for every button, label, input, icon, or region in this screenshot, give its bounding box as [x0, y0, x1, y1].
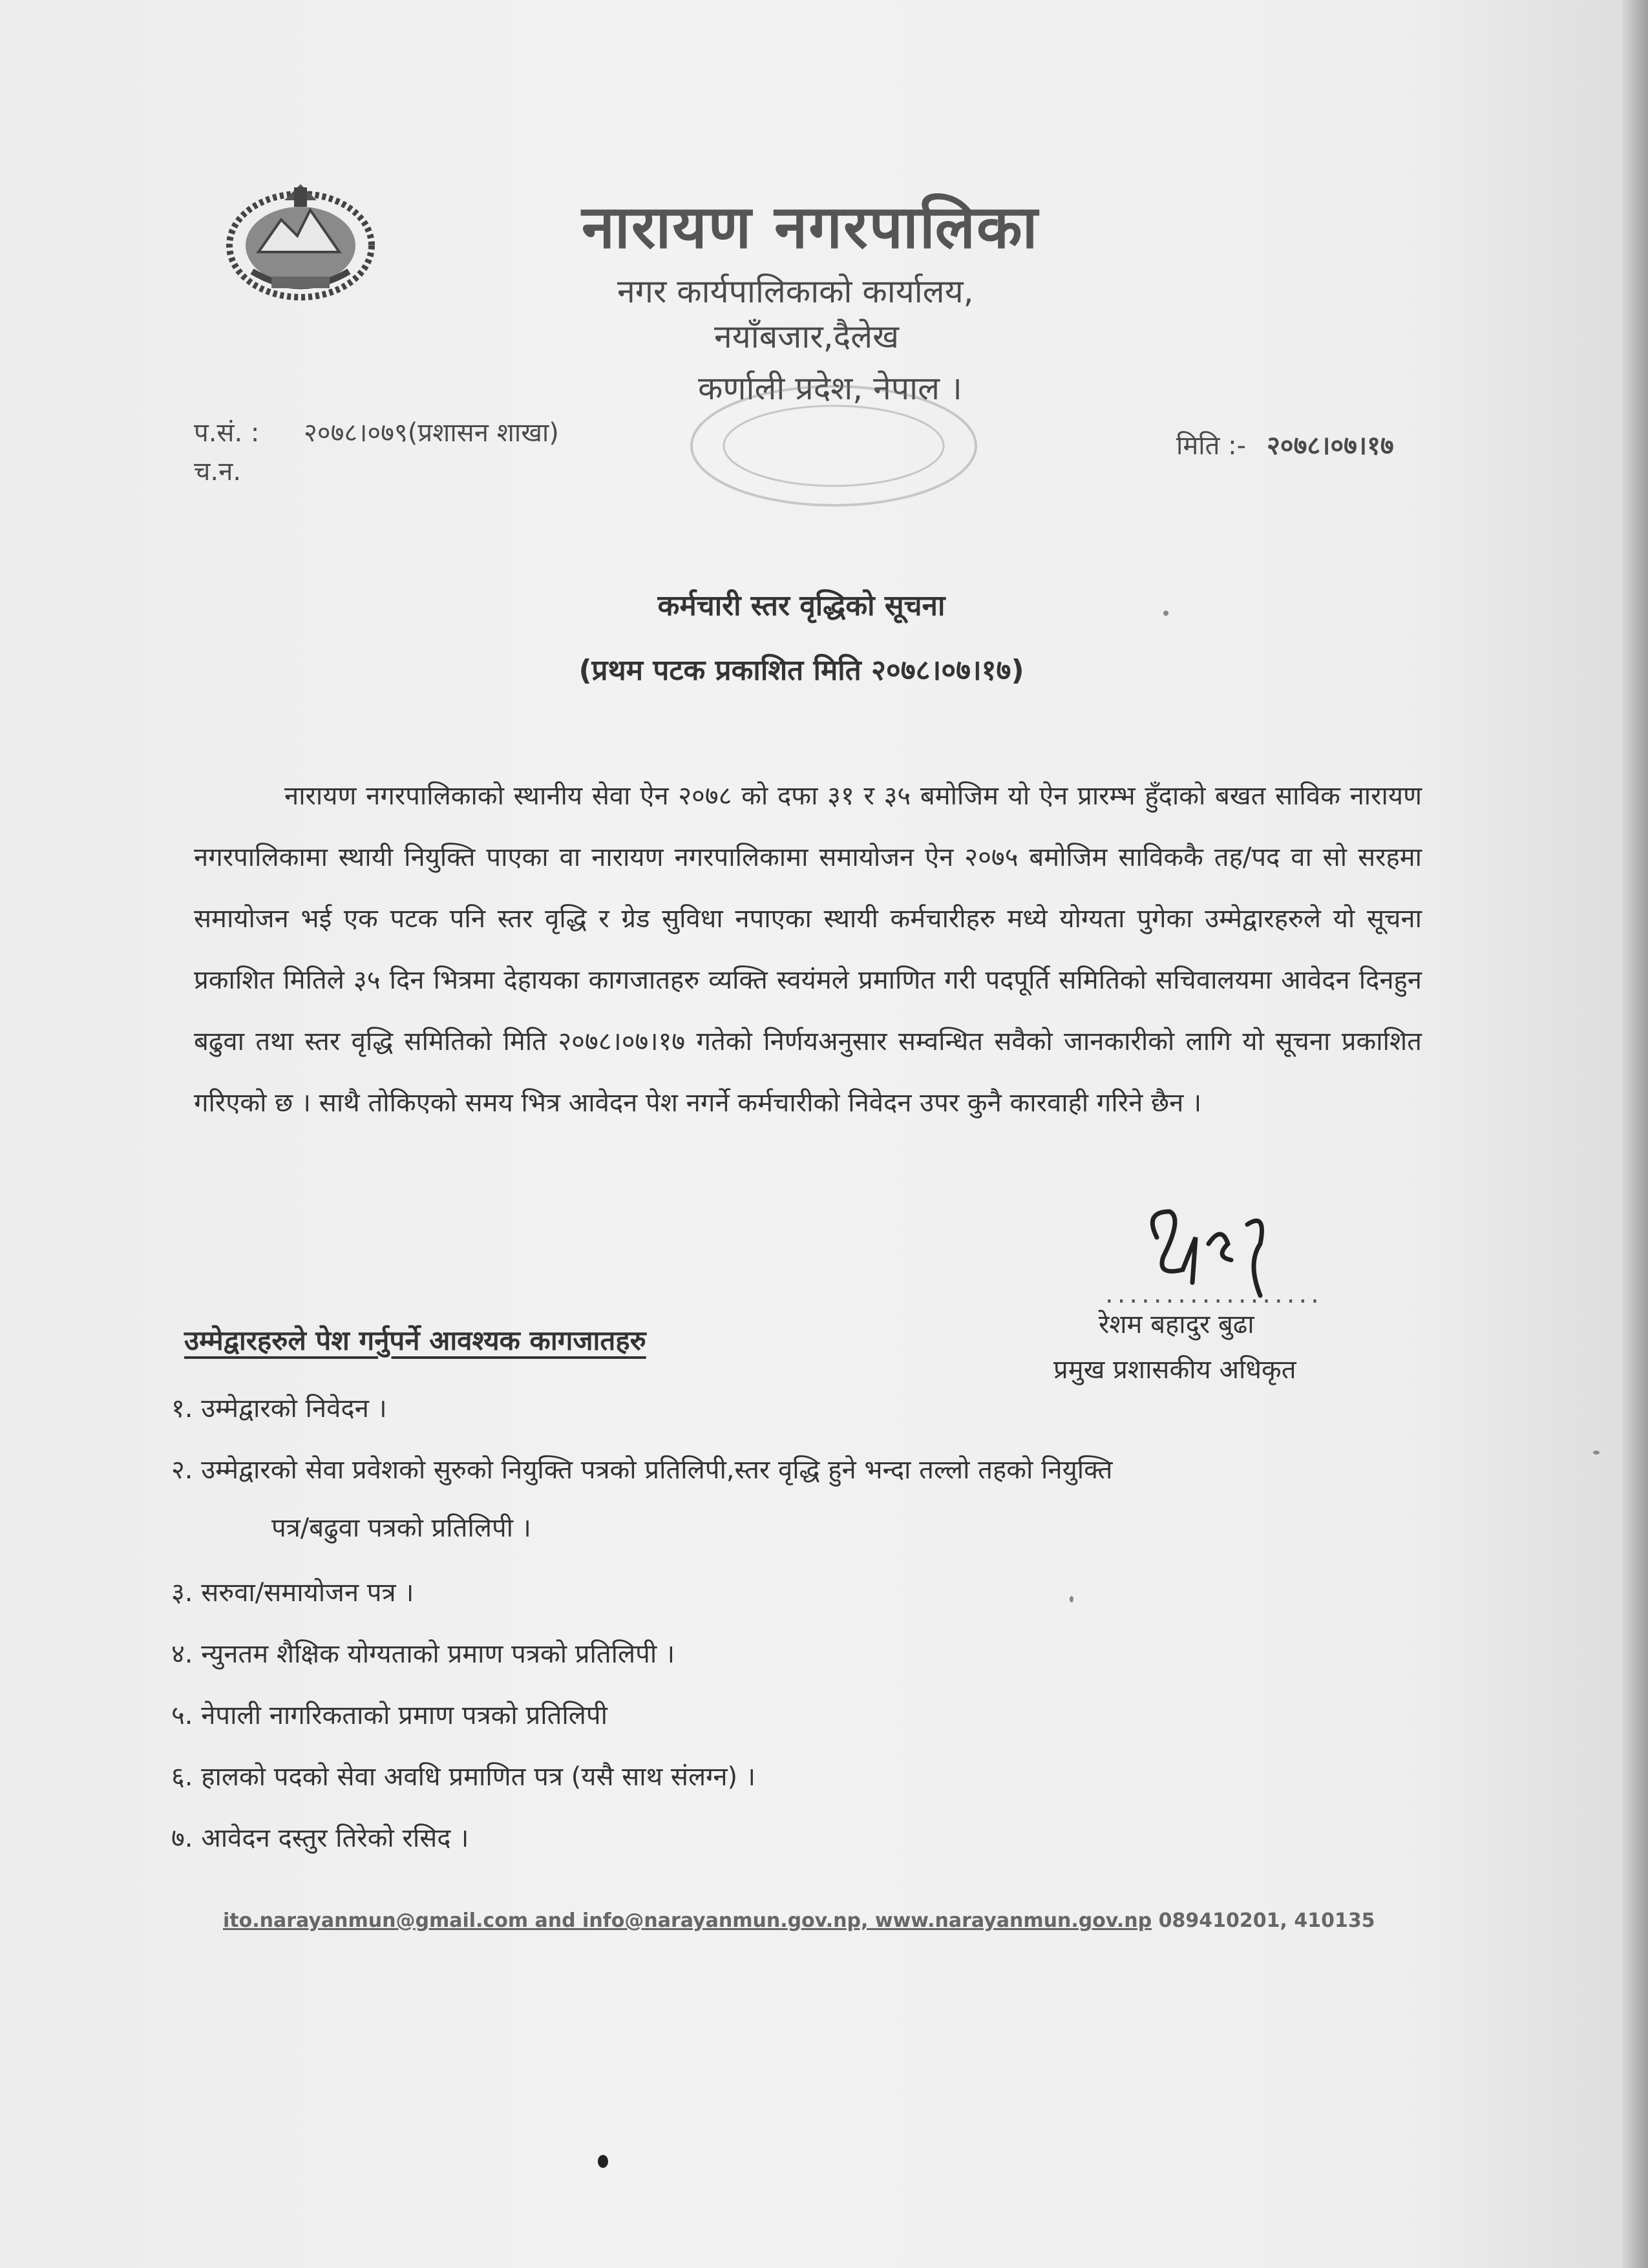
notice-subtitle: (प्रथम पटक प्रकाशित मिति २०७८।०७।१७) — [578, 654, 1024, 687]
scan-edge — [1622, 0, 1648, 2268]
notice-body: नारायण नगरपालिकाको स्थानीय सेवा ऐन २०७८ को दफा ३१ र ३५ बमोजिम यो ऐन प्रारम्भ हुँदाको बखत साविक नारायण नगरपालिकामा स्थायी नियुक्ति पाएका वा नारायण नगरपालिकामा समायोजन ऐन २०७५ बमोजिम साविककै तह/पद वा सो सरहमा समायोजन भई एक पटक पनि स्तर वृद्धि र ग्रेड सुविधा नपाएका स्थायी कर्मचारीहरु मध्ये योग्यता पुगेका उम्मेद्वारहरुले यो सूचना प्रकाशित मितिले ३५ दिन भित्रमा देहायका कागजातहरु व्यक्ति स्वयंमले प्रमाणित गरी पदपूर्ति समितिको सचिवालयमा आवेदन दिनहुन बढुवा तथा स्तर वृद्धि समितिको मिति २०७८।०७।१७ गतेको निर्णयअनुसार सम्वन्धित सवैको जानकारीको लागि यो सूचना प्रकाशित गरिएको छ । साथै तोकिएको समय भित्र आवेदन पेश नगर्ने कर्मचारीको निवेदन उपर कुनै कारवाही गरिने छैन । — [194, 781, 1422, 1118]
documents-heading: उम्मेद्वारहरुले पेश गर्नुपर्ने आवश्यक कागजातहरु — [184, 1325, 646, 1356]
signature-line: .................. — [1105, 1279, 1323, 1309]
office-name: नगर कार्यपालिकाको कार्यालय, — [617, 273, 974, 310]
footer-phone: 089410201, 410135 — [1158, 1909, 1375, 1932]
document-item: ७. आवेदन दस्तुर तिरेको रसिद । — [171, 1823, 469, 1853]
nepal-government-emblem-icon — [213, 174, 388, 310]
reference-number-value: २०७८।०७९(प्रशासन शाखा) — [304, 418, 559, 448]
document-item: ५. नेपाली नागरिकताको प्रमाण पत्रको प्रतिलिपी — [171, 1701, 607, 1730]
signatory-name: रेशम बहादुर बुढा — [1099, 1310, 1254, 1339]
document-item: ६. हालको पदको सेवा अवधि प्रमाणित पत्र (यसै साथ संलग्न) । — [171, 1762, 755, 1792]
ink-dot — [598, 2155, 608, 2168]
scan-speck — [1593, 1451, 1600, 1454]
document-item: ३. सरुवा/समायोजन पत्र । — [171, 1578, 414, 1608]
scan-speck — [1163, 611, 1168, 616]
notice-title: कर्मचारी स्तर वृद्धिको सूचना — [657, 589, 945, 622]
date-value: २०७८।०७।१७ — [1267, 431, 1394, 461]
organization-name: नारायण नगरपालिका — [582, 193, 1039, 262]
signatory-designation: प्रमुख प्रशासकीय अधिकृत — [1053, 1355, 1296, 1385]
footer-contact — [223, 1909, 1375, 1932]
scan-speck — [1070, 1596, 1073, 1602]
office-location: नयाँबजार,दैलेख — [714, 318, 899, 355]
dispatch-number-label: च.न. — [194, 457, 242, 487]
office-seal-stamp — [685, 381, 982, 510]
office-province: कर्णाली प्रदेश, नेपाल । — [698, 370, 962, 407]
document-item-continuation: पत्र/बढुवा पत्रको प्रतिलिपी । — [271, 1513, 531, 1543]
reference-number-label: प.सं. : — [194, 418, 260, 448]
document-item: ४. न्युनतम शैक्षिक योग्यताको प्रमाण पत्रको प्रतिलिपी । — [171, 1639, 675, 1669]
document-item: २. उम्मेद्वारको सेवा प्रवेशको सुरुको नियुक्ति पत्रको प्रतिलिपी,स्तर वृद्धि हुने भन्दा तल्लो तहको नियुक्ति — [171, 1455, 1113, 1485]
footer-email-website[interactable]: ito.narayanmun@gmail.com and info@narayanmun.gov.np, www.narayanmun.gov.np — [223, 1909, 1152, 1932]
date-label: मिति :- — [1176, 431, 1247, 461]
document-item: १. उम्मेद्वारको निवेदन । — [171, 1394, 387, 1423]
